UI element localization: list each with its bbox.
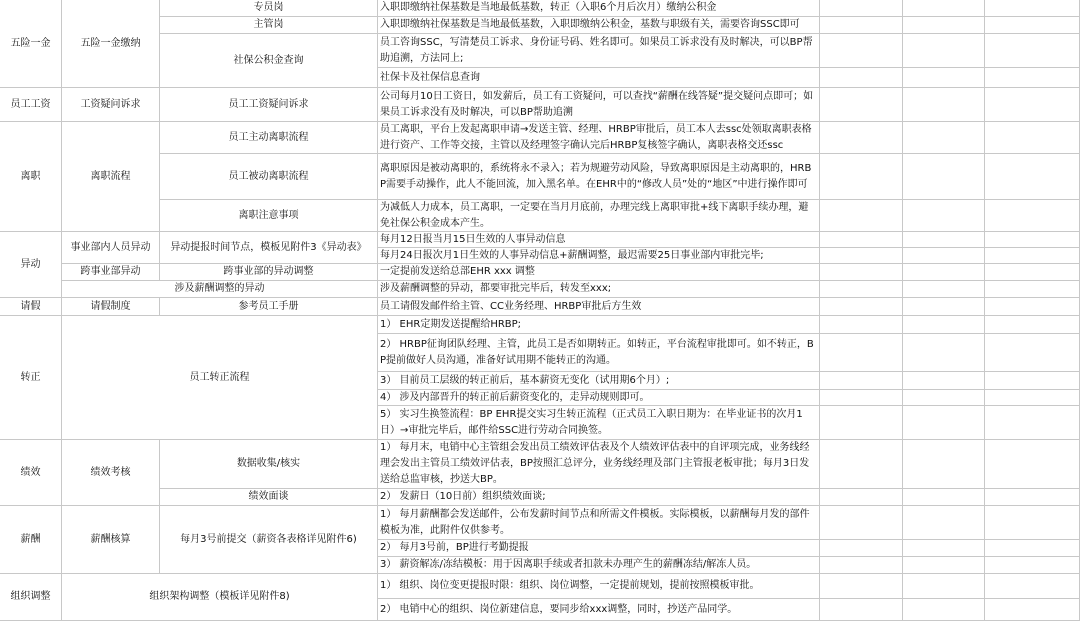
empty-cell[interactable] [903,557,985,574]
empty-cell[interactable] [903,34,985,68]
empty-cell[interactable] [820,489,903,506]
empty-cell[interactable] [903,489,985,506]
empty-cell[interactable] [820,506,903,540]
desc-cell[interactable]: 3） 目前员工层级的转正前后，基本薪资无变化（试用期6个月）; [378,372,820,390]
empty-cell[interactable] [903,574,985,599]
empty-cell[interactable] [820,298,903,316]
empty-cell[interactable] [985,599,1080,621]
item-cell-beidong[interactable]: 员工被动离职流程 [160,154,378,200]
desc-cell[interactable]: 每月24日报次月1日生效的人事异动信息+薪酬调整，最迟需要25日事业部内审批完毕; [378,248,820,264]
category-cell-lizhi[interactable]: 离职 [0,122,62,232]
item-cell-shebao-chaxun[interactable]: 社保公积金查询 [160,34,378,88]
empty-cell[interactable] [820,0,903,17]
empty-cell[interactable] [985,574,1080,599]
empty-cell[interactable] [985,372,1080,390]
empty-cell[interactable] [903,200,985,232]
desc-cell[interactable]: 为减低人力成本，员工离职，一定要在当月月底前，办理完线上离职审批+线下离职手续办理，避免社保公积金成本产生。 [378,200,820,232]
desc-cell[interactable]: 离职原因是被动离职的，系统将永不录入；若为规避劳动风险，导致离职原因是主动离职的，HRBP需要手动操作，此人不能回流，加入黑名单。在EHR中的“修改人员”处的“地区”中进行操作即可 [378,154,820,200]
desc-cell[interactable]: 员工咨询SSC，写清楚员工诉求、身份证号码、姓名即可。如果员工诉求没有及时解决，可以BP帮助追溯，方法同上; [378,34,820,68]
empty-cell[interactable] [820,68,903,88]
empty-cell[interactable] [820,200,903,232]
empty-cell[interactable] [820,540,903,557]
desc-cell[interactable]: 社保卡及社保信息查询 [378,68,820,88]
desc-cell[interactable]: 入职即缴纳社保基数是当地最低基数，转正（入职6个月后次月）缴纳公积金 [378,0,820,17]
empty-cell[interactable] [903,390,985,406]
empty-cell[interactable] [820,17,903,34]
empty-cell[interactable] [985,281,1080,298]
desc-cell[interactable]: 5） 实习生换签流程：BP EHR提交实习生转正流程（正式员工入职日期为：在毕业证书的次月1日）→审批完毕后，邮件给SSC进行劳动合同换签。 [378,406,820,440]
empty-cell[interactable] [985,232,1080,248]
sub-cell-susu[interactable]: 工资疑问诉求 [62,88,160,122]
empty-cell[interactable] [820,557,903,574]
empty-cell[interactable] [903,316,985,334]
empty-cell[interactable] [985,316,1080,334]
desc-cell[interactable]: 一定提前发送给总部EHR xxx 调整 [378,264,820,281]
category-cell-jixiao[interactable]: 绩效 [0,440,62,506]
empty-cell[interactable] [985,557,1080,574]
item-cell-tijiao[interactable]: 每月3号前提交（薪资各表格详见附件6) [160,506,378,574]
empty-cell[interactable] [820,248,903,264]
empty-cell[interactable] [903,17,985,34]
desc-cell[interactable]: 2） 电销中心的组织、岗位新建信息，要同步给xxx调整，同时，抄送产品同学。 [378,599,820,621]
sub-cell-qingjia-zhidu[interactable]: 请假制度 [62,298,160,316]
empty-cell[interactable] [820,232,903,248]
desc-cell[interactable]: 3） 薪资解冻/冻结模板：用于因离职手续或者扣款未办理产生的薪酬冻结/解冻人员。 [378,557,820,574]
desc-cell[interactable]: 1） 每月薪酬都会发送邮件，公布发薪时间节点和所需文件模板。实际模板，以薪酬每月发的部件模板为准，此附件仅供参考。 [378,506,820,540]
sub-cell-jiaona[interactable]: 五险一金缴纳 [62,0,160,88]
empty-cell[interactable] [820,34,903,68]
item-cell-zhuyi[interactable]: 离职注意事项 [160,200,378,232]
category-cell-gongzi[interactable]: 员工工资 [0,88,62,122]
empty-cell[interactable] [820,599,903,621]
empty-cell[interactable] [903,599,985,621]
item-cell-zhuangangang[interactable]: 专员岗 [160,0,378,17]
category-cell-qingjia[interactable]: 请假 [0,298,62,316]
empty-cell[interactable] [820,316,903,334]
empty-cell[interactable] [820,334,903,372]
empty-cell[interactable] [985,506,1080,540]
item-cell-zhudong[interactable]: 员工主动离职流程 [160,122,378,154]
empty-cell[interactable] [903,232,985,248]
desc-cell[interactable]: 员工离职，平台上发起离职申请→发送主管、经理、HRBP审批后，员工本人去ssc处领取离职表格进行资产、工作等交接，主管以及经理签字确认完后HRBP复核签字确认，离职表格交还ssc [378,122,820,154]
empty-cell[interactable] [903,298,985,316]
category-cell-zhuanzheng[interactable]: 转正 [0,316,62,440]
item-cell-zhuguangang[interactable]: 主管岗 [160,17,378,34]
item-cell-shouce[interactable]: 参考员工手册 [160,298,378,316]
item-cell-shuju[interactable]: 数据收集/核实 [160,440,378,489]
empty-cell[interactable] [820,88,903,122]
desc-cell[interactable]: 1） 每月末，电销中心主管组会发出员工绩效评估表及个人绩效评估表中的自评项完成，业务线经理会发出主管员工绩效评估表，BP按照汇总评分，业务线经理及部门主管报老板审批；每月3日发送给总监审核，抄送大BP。 [378,440,820,489]
empty-cell[interactable] [985,200,1080,232]
empty-cell[interactable] [985,489,1080,506]
empty-cell[interactable] [985,248,1080,264]
empty-cell[interactable] [903,406,985,440]
sub-cell-hesuan[interactable]: 薪酬核算 [62,506,160,574]
empty-cell[interactable] [985,122,1080,154]
empty-cell[interactable] [903,68,985,88]
empty-cell[interactable] [820,154,903,200]
desc-cell[interactable]: 2） 发薪日（10日前）组织绩效面谈; [378,489,820,506]
empty-cell[interactable] [903,440,985,489]
category-cell-xinchou[interactable]: 薪酬 [0,506,62,574]
empty-cell[interactable] [820,406,903,440]
sub-cell-kaohe[interactable]: 绩效考核 [62,440,160,506]
desc-cell[interactable]: 1） 组织、岗位变更提报时限：组织、岗位调整，一定提前规划，提前按照模板审批。 [378,574,820,599]
desc-cell[interactable]: 每月12日报当月15日生效的人事异动信息 [378,232,820,248]
empty-cell[interactable] [985,0,1080,17]
empty-cell[interactable] [985,154,1080,200]
empty-cell[interactable] [903,334,985,372]
empty-cell[interactable] [985,440,1080,489]
empty-cell[interactable] [903,248,985,264]
sub-cell-kuashiyebu[interactable]: 跨事业部异动 [62,264,160,281]
desc-cell[interactable]: 员工请假发邮件给主管、CC业务经理、HRBP审批后方生效 [378,298,820,316]
empty-cell[interactable] [903,281,985,298]
empty-cell[interactable] [820,122,903,154]
empty-cell[interactable] [820,281,903,298]
item-cell-xinchou-yidong[interactable]: 涉及薪酬调整的异动 [62,281,378,298]
desc-cell[interactable]: 公司每月10日工资日，如发薪后，员工有工资疑问，可以查找“薪酬在线答疑”提交疑问点即可；如果员工诉求没有及时解决，可以BP帮助追溯 [378,88,820,122]
empty-cell[interactable] [985,264,1080,281]
empty-cell[interactable] [903,372,985,390]
empty-cell[interactable] [903,88,985,122]
desc-cell[interactable]: 2） 每月3号前，BP进行考勤提报 [378,540,820,557]
desc-cell[interactable]: 涉及薪酬调整的异动，都要审批完毕后，转发至xxx; [378,281,820,298]
item-cell-kuashiyebu-tiaozheng[interactable]: 跨事业部的异动调整 [160,264,378,281]
empty-cell[interactable] [985,540,1080,557]
item-cell-yidong-jiedian[interactable]: 异动提报时间节点，模板见附件3《异动表》 [160,232,378,264]
empty-cell[interactable] [820,264,903,281]
desc-cell[interactable]: 1） EHR定期发送提醒给HRBP; [378,316,820,334]
desc-cell[interactable]: 入职即缴纳社保基数是当地最低基数，入职即缴纳公积金，基数与职级有关，需要咨询SSC即可 [378,17,820,34]
empty-cell[interactable] [903,0,985,17]
sub-cell-shiyebu[interactable]: 事业部内人员异动 [62,232,160,264]
empty-cell[interactable] [985,390,1080,406]
empty-cell[interactable] [820,440,903,489]
desc-cell[interactable]: 2） HRBP征询团队经理、主管，此员工是否如期转正。如转正，平台流程审批即可。如不转正，BP提前做好人员沟通，准备好试用期不能转正的沟通。 [378,334,820,372]
category-cell-yidong[interactable]: 异动 [0,232,62,298]
empty-cell[interactable] [903,154,985,200]
sub-cell-lizhi-liucheng[interactable]: 离职流程 [62,122,160,232]
category-cell-wuxian[interactable]: 五险一金 [0,0,62,88]
empty-cell[interactable] [903,540,985,557]
empty-cell[interactable] [903,264,985,281]
item-cell-zhuanzheng-liucheng[interactable]: 员工转正流程 [62,316,378,440]
empty-cell[interactable] [820,390,903,406]
category-cell-zuzhi[interactable]: 组织调整 [0,574,62,621]
empty-cell[interactable] [985,17,1080,34]
desc-cell[interactable]: 4） 涉及内部晋升的转正前后薪资变化的，走异动规则即可。 [378,390,820,406]
empty-cell[interactable] [985,88,1080,122]
empty-cell[interactable] [903,506,985,540]
empty-cell[interactable] [985,34,1080,68]
empty-cell[interactable] [985,68,1080,88]
empty-cell[interactable] [985,334,1080,372]
empty-cell[interactable] [820,574,903,599]
item-cell-jiagou[interactable]: 组织架构调整（模板详见附件8) [62,574,378,621]
empty-cell[interactable] [985,298,1080,316]
item-cell-gongzi-susu[interactable]: 员工工资疑问诉求 [160,88,378,122]
item-cell-miantan[interactable]: 绩效面谈 [160,489,378,506]
empty-cell[interactable] [985,406,1080,440]
empty-cell[interactable] [820,372,903,390]
empty-cell[interactable] [903,122,985,154]
